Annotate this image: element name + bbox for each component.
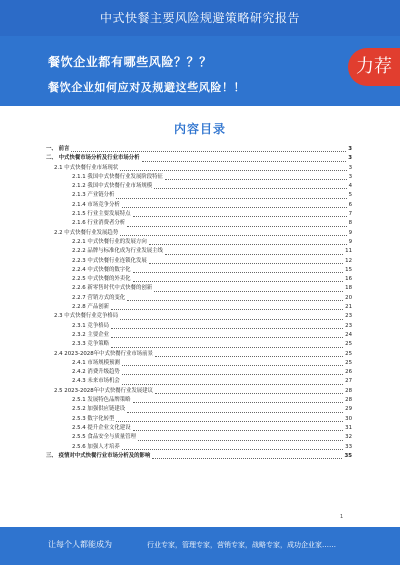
toc-row[interactable] — [46, 266, 352, 275]
toc-row[interactable] — [46, 238, 352, 247]
toc-entry-text: 2.2 中式快餐行业发展趋势 — [54, 229, 119, 236]
toc-page-number: 7 — [348, 211, 352, 218]
toc-row[interactable] — [46, 405, 352, 414]
toc-entry-text: 2.1.6 行业消费者分析 — [72, 220, 126, 227]
toc-row[interactable] — [46, 377, 352, 386]
toc-row[interactable] — [46, 387, 352, 396]
toc-row[interactable] — [46, 154, 352, 163]
toc-page-number: 23 — [345, 322, 352, 329]
toc-row[interactable] — [46, 433, 352, 442]
toc-page-number: 21 — [345, 304, 352, 311]
toc-leader-dots — [111, 309, 343, 310]
toc-page-number: 5 — [348, 192, 352, 199]
toc-entry-text: 2.3.3 竞争策略 — [72, 341, 109, 348]
toc-row[interactable] — [46, 173, 352, 182]
recommend-badge: 力荐 — [348, 48, 400, 86]
toc-page-number: 4 — [348, 183, 352, 190]
toc-entry-text: 三、 疫情对中式快餐行业市场分析及的影响 — [46, 452, 151, 459]
footer-roles: 行业专家，管理专家，营销专家，战略专家，成功企业家…… — [147, 541, 336, 549]
toc-page-number: 25 — [345, 359, 352, 366]
toc-row[interactable] — [46, 331, 352, 340]
toc-row[interactable] — [46, 145, 352, 154]
toc-leader-dots — [165, 254, 343, 255]
toc-entry-text: 2.2.2 品牌与标准化成为行业发展主线 — [72, 248, 163, 255]
toc-leader-dots — [111, 347, 343, 348]
hero-question-1: 餐饮企业都有哪些风险？？？ — [48, 55, 212, 69]
toc-leader-dots — [133, 216, 347, 217]
toc-entry-text: 2.4.2 消费升级趋势 — [72, 369, 120, 376]
toc-page-number: 3 — [348, 146, 352, 152]
toc-row[interactable] — [46, 164, 352, 173]
toc-page-number: 15 — [345, 266, 352, 273]
toc-entry-text: 2.5 2023-2028年中式快餐行业发展建议 — [54, 387, 153, 394]
toc-page-number: 30 — [345, 415, 352, 422]
toc-row[interactable] — [46, 322, 352, 331]
toc-leader-dots — [122, 374, 343, 375]
toc-row[interactable] — [46, 443, 352, 452]
report-title: 中式快餐主要风险规避策略研究报告 — [99, 11, 300, 25]
toc-page-number: 28 — [345, 397, 352, 404]
toc-leader-dots — [133, 281, 344, 282]
toc-entry-text: 二、 中式快餐市场分析及行业市场分析 — [46, 155, 140, 162]
toc-entry-text: 2.5.1 发展特色品牌策略 — [72, 397, 131, 404]
toc-leader-dots — [133, 272, 344, 273]
toc-entry-text: 2.4.3 未来市场机会 — [72, 378, 120, 385]
toc-entry-text: 2.5.5 食品安全与质量管理 — [72, 434, 136, 441]
toc-row[interactable] — [46, 275, 352, 284]
toc-entry-text: 2.2.7 营销方式的变化 — [72, 294, 126, 301]
toc-entry-text: 2.2.8 产品创新 — [72, 304, 109, 311]
toc-leader-dots — [142, 161, 347, 162]
toc-leader-dots — [122, 365, 343, 366]
toc-row[interactable] — [46, 415, 352, 424]
toc-page-number: 9 — [348, 229, 352, 236]
toc-entry-text: 2.5.4 提升企业文化建设 — [72, 424, 131, 431]
toc-entry-text: 2.2.5 中式快餐的外卖化 — [72, 276, 131, 283]
toc-leader-dots — [152, 458, 342, 459]
toc-entry-text: 2.2.6 新零售时代中式快餐的创新 — [72, 285, 153, 292]
toc-row[interactable] — [46, 303, 352, 312]
toc-page-number: 18 — [345, 285, 352, 292]
toc-entry-text: 2.5.6 加强人才培养 — [72, 443, 120, 450]
toc-entry-text: 2.1.2 我国中式快餐行业市场规模 — [72, 183, 153, 190]
toc-row[interactable] — [46, 229, 352, 238]
toc-leader-dots — [154, 188, 346, 189]
toc-page-number: 35 — [344, 452, 352, 459]
toc-page-number: 16 — [345, 276, 352, 283]
toc-page-number: 6 — [348, 201, 352, 208]
toc-row[interactable] — [46, 210, 352, 219]
toc-leader-dots — [149, 244, 347, 245]
toc-leader-dots — [154, 291, 343, 292]
toc-page-number: 25 — [345, 350, 352, 357]
hero-question-2: 餐饮企业如何应对及规避这些风险！！ — [48, 81, 246, 94]
toc-leader-dots — [149, 263, 343, 264]
toc-entry-text: 2.2.1 中式快餐行业的发展方向 — [72, 238, 147, 245]
toc-page-number: 8 — [348, 220, 352, 227]
toc-leader-dots — [122, 449, 343, 450]
toc-page-number: 31 — [345, 424, 352, 431]
toc-row[interactable] — [46, 294, 352, 303]
toc-leader-dots — [127, 226, 346, 227]
toc-page-number: 9 — [348, 238, 352, 245]
toc-entry-text: 2.1 中式快餐行业市场现状 — [54, 164, 119, 171]
toc-leader-dots — [122, 207, 347, 208]
toc-row[interactable] — [46, 359, 352, 368]
toc-page-number: 11 — [345, 248, 352, 255]
toc-row[interactable] — [46, 247, 352, 256]
toc-page-number: 24 — [345, 331, 352, 338]
toc-row[interactable] — [46, 424, 352, 433]
footer-slogan: 让每个人都能成为 — [48, 540, 112, 549]
toc-entry-text: 2.3 中式快餐行业竞争格局 — [54, 313, 119, 320]
toc-page-number: 20 — [345, 294, 352, 301]
toc-row[interactable] — [46, 452, 352, 461]
toc-row[interactable] — [46, 312, 352, 321]
toc-page-number: 3 — [348, 164, 352, 171]
toc-leader-dots — [120, 319, 343, 320]
toc-page-number: 3 — [348, 155, 352, 162]
hero-banner — [0, 36, 400, 106]
page-number: 1 — [340, 514, 344, 520]
toc-entry-text: 2.5.2 加强供应链建设 — [72, 406, 126, 413]
toc-row[interactable] — [46, 284, 352, 293]
toc-row[interactable] — [46, 257, 352, 266]
toc-leader-dots — [133, 430, 344, 431]
toc-leader-dots — [120, 235, 346, 236]
toc-row[interactable] — [46, 368, 352, 377]
toc-page-number: 33 — [345, 443, 352, 450]
toc-leader-dots — [122, 384, 343, 385]
toc-leader-dots — [165, 179, 347, 180]
toc-entry-text: 一、 前言 — [46, 146, 70, 152]
toc-page-number: 12 — [345, 257, 352, 264]
toc-entry-text: 2.1.3 产业链分析 — [72, 192, 115, 199]
toc-page-number: 3 — [348, 173, 352, 180]
toc-leader-dots — [120, 170, 346, 171]
toc-entry-text: 2.2.4 中式快餐的数字化 — [72, 266, 131, 273]
toc-entry-text: 2.5.3 数字化转型 — [72, 415, 115, 422]
toc-leader-dots — [155, 356, 343, 357]
toc-leader-dots — [111, 328, 343, 329]
toc-entry-text: 2.1.5 行业主要发展特点 — [72, 211, 131, 218]
toc-page-number: 32 — [345, 434, 352, 441]
toc-page-number: 28 — [345, 387, 352, 394]
toc-entry-text: 2.2.3 中式快餐行业连锁化发展 — [72, 257, 147, 264]
toc-row[interactable] — [46, 219, 352, 228]
toc-entry-text: 2.3.2 主要企业 — [72, 331, 109, 338]
toc-entry-text: 2.4 2023-2028年中式快餐行业市场前景 — [54, 350, 153, 357]
toc-page-number: 23 — [345, 313, 352, 320]
toc-leader-dots — [116, 198, 346, 199]
toc-leader-dots — [155, 393, 343, 394]
toc-entry-text: 2.4.1 市场规模预测 — [72, 359, 120, 366]
toc-page-number: 27 — [345, 378, 352, 385]
toc-leader-dots — [133, 402, 344, 403]
toc-entry-text: 2.1.1 我国中式快餐行业发展阶段特征 — [72, 173, 163, 180]
toc-title: 内容目录 — [173, 122, 226, 136]
toc-leader-dots — [127, 412, 343, 413]
toc-row[interactable] — [46, 191, 352, 200]
table-of-contents — [46, 145, 352, 461]
toc-leader-dots — [127, 300, 343, 301]
toc-page-number: 25 — [345, 341, 352, 348]
toc-row[interactable] — [46, 201, 352, 210]
toc-row[interactable] — [46, 340, 352, 349]
toc-leader-dots — [111, 337, 343, 338]
toc-leader-dots — [116, 421, 343, 422]
toc-row[interactable] — [46, 182, 352, 191]
toc-entry-text: 2.3.1 竞争格局 — [72, 322, 109, 329]
toc-row[interactable] — [46, 350, 352, 359]
toc-page-number: 29 — [345, 406, 352, 413]
toc-row[interactable] — [46, 396, 352, 405]
toc-page-number: 26 — [345, 369, 352, 376]
toc-entry-text: 2.1.4 市场竞争分析 — [72, 201, 120, 208]
toc-leader-dots — [71, 151, 346, 152]
toc-leader-dots — [138, 440, 343, 441]
